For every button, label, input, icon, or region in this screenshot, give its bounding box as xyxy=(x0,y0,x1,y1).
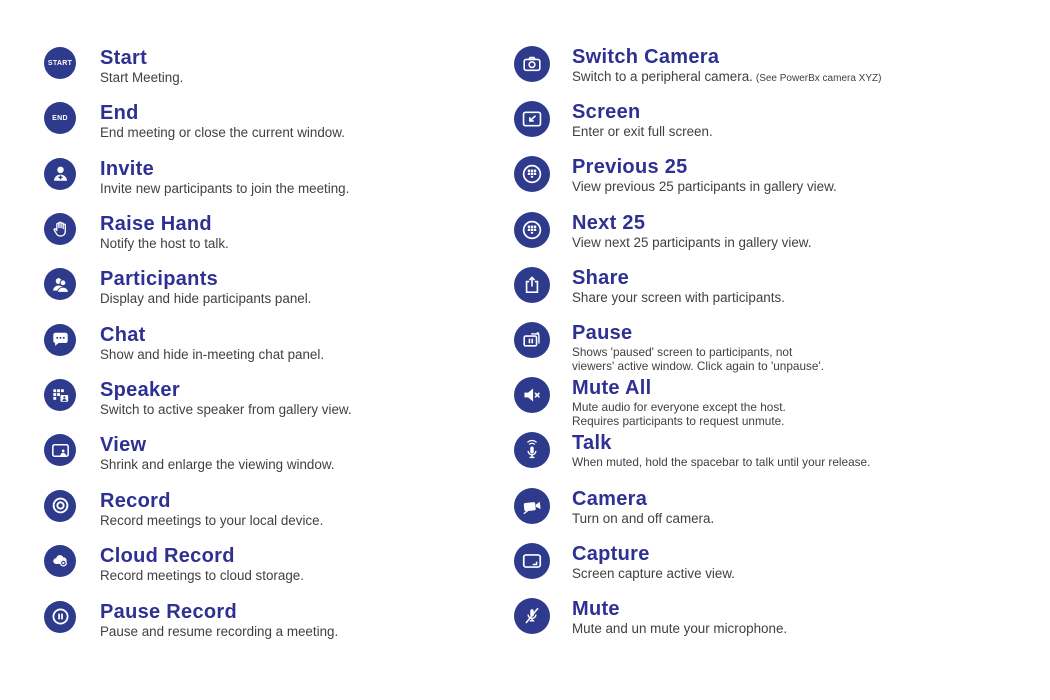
feature-row-pause-record xyxy=(44,601,338,640)
talk-mic-icon xyxy=(514,432,550,468)
feature-text xyxy=(100,601,338,640)
pause-record-icon xyxy=(44,601,76,633)
feature-description xyxy=(100,236,229,252)
feature-description xyxy=(572,455,870,469)
previous-gallery-icon xyxy=(514,156,550,192)
feature-text xyxy=(100,434,334,473)
feature-text xyxy=(572,46,881,87)
feature-row-pause xyxy=(514,322,824,373)
feature-row-speaker xyxy=(44,379,352,418)
feature-row-mute xyxy=(514,598,787,637)
feature-title: Start xyxy=(100,47,148,69)
feature-title: Pause Record xyxy=(100,600,237,623)
feature-title: Capture xyxy=(572,542,650,565)
feature-description-main: Notify the host to talk. xyxy=(100,236,229,252)
feature-row-capture xyxy=(514,543,735,582)
view-window-icon xyxy=(44,434,76,466)
feature-text xyxy=(100,268,311,307)
feature-description-main: View next 25 participants in gallery view. xyxy=(572,234,812,250)
feature-description xyxy=(572,400,786,428)
feature-text xyxy=(100,158,349,197)
feature-title: Camera xyxy=(572,487,648,510)
feature-title: Talk xyxy=(572,432,612,455)
feature-text xyxy=(572,322,824,373)
feature-title: Speaker xyxy=(100,379,180,402)
feature-title: Mute All xyxy=(572,377,652,400)
participants-icon xyxy=(44,268,76,300)
feature-row-end xyxy=(44,102,345,141)
feature-description xyxy=(100,402,352,418)
feature-text xyxy=(572,212,811,251)
feature-description xyxy=(572,345,824,373)
feature-description-line: Mute audio for everyone except the host. xyxy=(572,400,786,415)
feature-description xyxy=(572,566,735,582)
feature-row-start xyxy=(44,47,183,86)
left-column xyxy=(44,0,474,700)
feature-description-main: Shrink and enlarge the viewing window. xyxy=(100,457,335,473)
invite-person-icon xyxy=(44,158,76,190)
feature-description-main: Screen capture active view. xyxy=(572,565,736,581)
feature-description-main: Pause and resume recording a meeting. xyxy=(100,623,339,639)
feature-row-participants xyxy=(44,268,311,307)
feature-text xyxy=(572,488,714,527)
feature-description-main: Switch to a peripheral camera. xyxy=(572,69,753,84)
feature-text xyxy=(572,267,785,306)
feature-row-switch-camera xyxy=(514,46,881,87)
feature-title: Record xyxy=(100,489,171,512)
chat-bubble-icon xyxy=(44,324,76,356)
feature-description xyxy=(572,235,811,251)
next-gallery-icon xyxy=(514,212,550,248)
feature-description xyxy=(100,125,345,141)
feature-row-camera xyxy=(514,488,714,527)
feature-text xyxy=(100,324,324,363)
feature-description xyxy=(100,347,324,363)
feature-title: Next 25 xyxy=(572,211,646,234)
feature-title: View xyxy=(100,434,147,457)
feature-title: Participants xyxy=(100,268,219,291)
speaker-gallery-icon xyxy=(44,379,76,411)
feature-description-main: View previous 25 participants in gallery view. xyxy=(572,179,837,195)
feature-description-note: (See PowerBx camera XYZ) xyxy=(755,73,882,84)
feature-text xyxy=(100,213,229,252)
cloud-record-icon xyxy=(44,545,76,577)
feature-row-cloud-record xyxy=(44,545,304,584)
feature-text xyxy=(100,102,345,141)
feature-title: Share xyxy=(572,266,630,289)
feature-row-talk xyxy=(514,432,870,469)
feature-title: Previous 25 xyxy=(572,156,688,179)
feature-description xyxy=(572,124,713,140)
feature-row-next-25 xyxy=(514,212,811,251)
feature-description-line: viewers' active window. Click again to 'unpause'. xyxy=(572,359,824,373)
feature-title: Cloud Record xyxy=(100,545,235,568)
record-icon xyxy=(44,490,76,522)
feature-description xyxy=(572,621,787,637)
feature-title: Mute xyxy=(572,598,620,620)
feature-description-main: Invite new participants to join the meeting. xyxy=(100,180,350,196)
feature-description-main: Switch to active speaker from gallery view. xyxy=(100,402,352,418)
feature-description-main: Record meetings to your local device. xyxy=(100,512,324,528)
feature-description xyxy=(100,624,338,640)
feature-text xyxy=(100,47,183,86)
feature-description-main: Show and hide in-meeting chat panel. xyxy=(100,346,325,362)
feature-description xyxy=(100,568,304,584)
feature-text xyxy=(572,598,787,637)
feature-title: Screen xyxy=(572,101,641,124)
feature-description-main: Mute and un mute your microphone. xyxy=(572,621,788,636)
feature-description-line: Shows 'paused' screen to participants, not xyxy=(572,345,793,359)
feature-description xyxy=(572,290,785,306)
feature-description xyxy=(100,291,311,307)
feature-text xyxy=(572,543,735,582)
badge-label: START xyxy=(47,59,73,67)
feature-description xyxy=(572,511,714,527)
feature-row-chat xyxy=(44,324,324,363)
feature-text xyxy=(100,379,352,418)
feature-title: End xyxy=(100,102,139,125)
feature-title: Switch Camera xyxy=(572,46,720,68)
feature-description-main: Display and hide participants panel. xyxy=(100,291,312,307)
feature-text xyxy=(572,101,713,140)
feature-row-invite xyxy=(44,158,349,197)
feature-text xyxy=(100,490,323,529)
badge-label: END xyxy=(52,114,68,122)
feature-title: Invite xyxy=(100,157,155,180)
feature-text xyxy=(572,432,870,469)
feature-description xyxy=(572,69,881,87)
feature-description-main: Record meetings to cloud storage. xyxy=(100,568,304,584)
pause-share-icon xyxy=(514,322,550,358)
feature-text xyxy=(100,545,304,584)
feature-row-screen xyxy=(514,101,713,140)
feature-description xyxy=(572,179,837,195)
capture-icon xyxy=(514,543,550,579)
feature-description-main: Start Meeting. xyxy=(100,70,184,85)
fullscreen-icon xyxy=(514,101,550,137)
feature-description xyxy=(100,181,349,197)
feature-description-main: When muted, hold the spacebar to talk until your release. xyxy=(572,455,871,470)
feature-row-share xyxy=(514,267,785,306)
feature-title: Pause xyxy=(572,322,633,344)
feature-row-view xyxy=(44,434,334,473)
start-badge-icon xyxy=(44,47,76,79)
feature-description xyxy=(100,457,334,473)
feature-row-record xyxy=(44,490,323,529)
mute-all-icon xyxy=(514,377,550,413)
feature-title: Chat xyxy=(100,323,146,346)
feature-description xyxy=(100,513,323,529)
mute-mic-icon xyxy=(514,598,550,634)
feature-description xyxy=(100,70,183,86)
share-screen-icon xyxy=(514,267,550,303)
feature-description-line: Requires participants to request unmute. xyxy=(572,414,785,429)
raise-hand-icon xyxy=(44,213,76,245)
feature-description-main: Turn on and off camera. xyxy=(572,510,715,526)
feature-text xyxy=(572,156,837,195)
feature-title: Raise Hand xyxy=(100,213,212,236)
feature-description-main: Enter or exit full screen. xyxy=(572,124,713,140)
feature-row-mute-all xyxy=(514,377,786,428)
feature-text xyxy=(572,377,786,428)
switch-camera-icon xyxy=(514,46,550,82)
feature-description-main: End meeting or close the current window. xyxy=(100,125,345,141)
feature-row-previous-25 xyxy=(514,156,837,195)
feature-row-raise-hand xyxy=(44,213,229,252)
camera-icon xyxy=(514,488,550,524)
end-badge-icon xyxy=(44,102,76,134)
right-column xyxy=(514,0,1014,700)
feature-description-main: Share your screen with participants. xyxy=(572,289,785,305)
